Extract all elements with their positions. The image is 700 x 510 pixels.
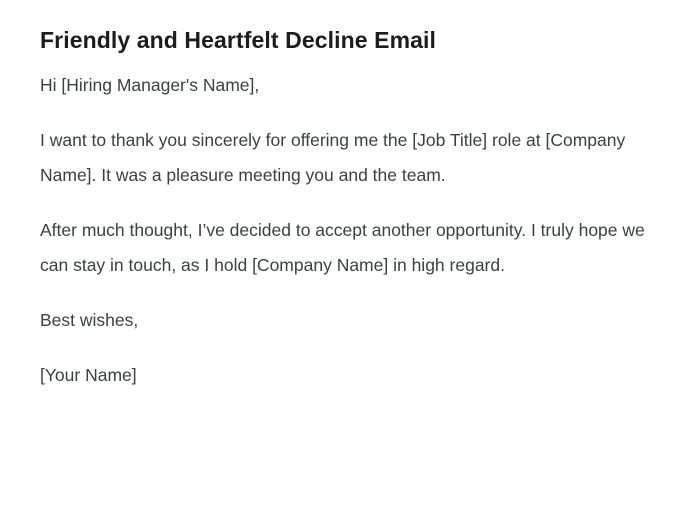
greeting-line: Hi [Hiring Manager's Name],: [40, 75, 260, 95]
closing-line: Best wishes,: [40, 310, 139, 330]
page-title: Friendly and Heartfelt Decline Email: [40, 27, 436, 53]
body-paragraph-1: I want to thank you sincerely for offering me the [Job Title] role at [Company Name]. It was a pleasure meeting you and the team.: [40, 130, 626, 185]
body-paragraph-2: After much thought, I’ve decided to accept another opportunity. I truly hope we can stay in touch, as I hold [Company Name] in high regard.: [40, 220, 645, 275]
signature-placeholder: [Your Name]: [40, 365, 137, 385]
